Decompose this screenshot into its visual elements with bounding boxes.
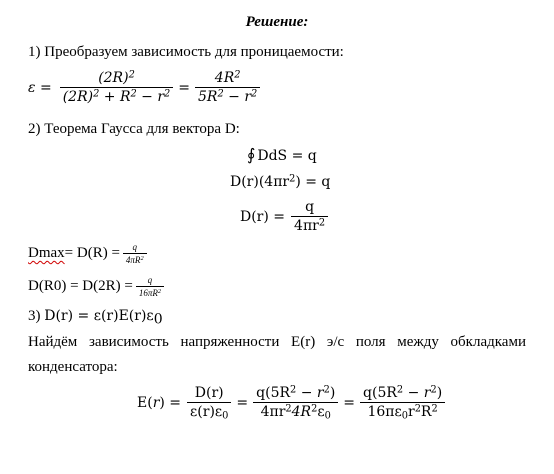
permittivity-equation <box>28 70 260 105</box>
field-lhs: E(r) = <box>137 394 182 411</box>
step-1-text: 1) Преобразуем зависимость для проницаемости: <box>28 44 344 60</box>
step-2-text: 2) Теорема Гаусса для вектора D: <box>28 121 240 137</box>
step-3-equation: 3) $D(r) = \varepsilon(r)E(r)\varepsilon_0$ <box>28 308 163 328</box>
d-r0-equation <box>28 275 164 298</box>
step-3-paragraph-line-2: конденсатора: <box>28 359 118 375</box>
field-fraction-3: $\frac{q(5R^2 - r^2)}{16\pi\varepsilon_0r^2R^2}$ <box>360 385 445 420</box>
d-r0-lhs: D(R0) = D(2R) = <box>28 278 133 294</box>
dmax-word: Dmax <box>28 245 65 261</box>
equals-sign: = <box>178 79 191 96</box>
d-of-r-lhs: D(r) = <box>240 208 286 225</box>
field-fraction-1: $\frac{D(r)}{\varepsilon(r)\varepsilon_0}$ <box>187 385 231 420</box>
equals-sign-2: = <box>343 394 356 411</box>
permittivity-fraction-2 <box>195 70 260 105</box>
solution-title: Решение: <box>245 14 309 30</box>
field-fraction-2: $\frac{q(5R^2 - r^2)}{4\pi r^24R^2\varepsilon_0}$ <box>253 385 338 420</box>
d-of-r-equation <box>240 199 328 234</box>
dmax-rest: = D(R) = <box>64 245 120 261</box>
epsilon-lhs: ε = <box>28 79 52 96</box>
dmax-equation <box>28 242 147 265</box>
d-r0-fraction: $\frac{q}{16\pi R^2}$ <box>136 275 164 298</box>
contour-integral-icon: ∮ <box>247 145 256 164</box>
gauss-sphere-equation: $D(r)(4\pi r^2) = q$ <box>230 173 331 190</box>
d-of-r-fraction: $\frac{q}{4\pi r^2}$ <box>291 199 328 234</box>
gauss-integral-equation: ∮ DdS = q <box>247 145 317 164</box>
field-strength-equation <box>137 385 445 420</box>
permittivity-fraction-1 <box>60 70 174 105</box>
equals-sign-1: = <box>236 394 249 411</box>
dmax-fraction: $\frac{q}{4\pi R^2}$ <box>123 242 147 265</box>
fraction-1-numerator: $(2R)^2$ <box>60 70 174 88</box>
fraction-1-denominator: $(2R)^2 + R^2 - r^2$ <box>62 88 171 105</box>
step-3-paragraph-line-1: Найдём зависимость напряженности E(r) э/с поля между обкладками <box>28 334 526 350</box>
fraction-2-numerator: $4R^2$ <box>195 70 260 88</box>
fraction-2-denominator: $5R^2 - r^2$ <box>198 88 258 105</box>
